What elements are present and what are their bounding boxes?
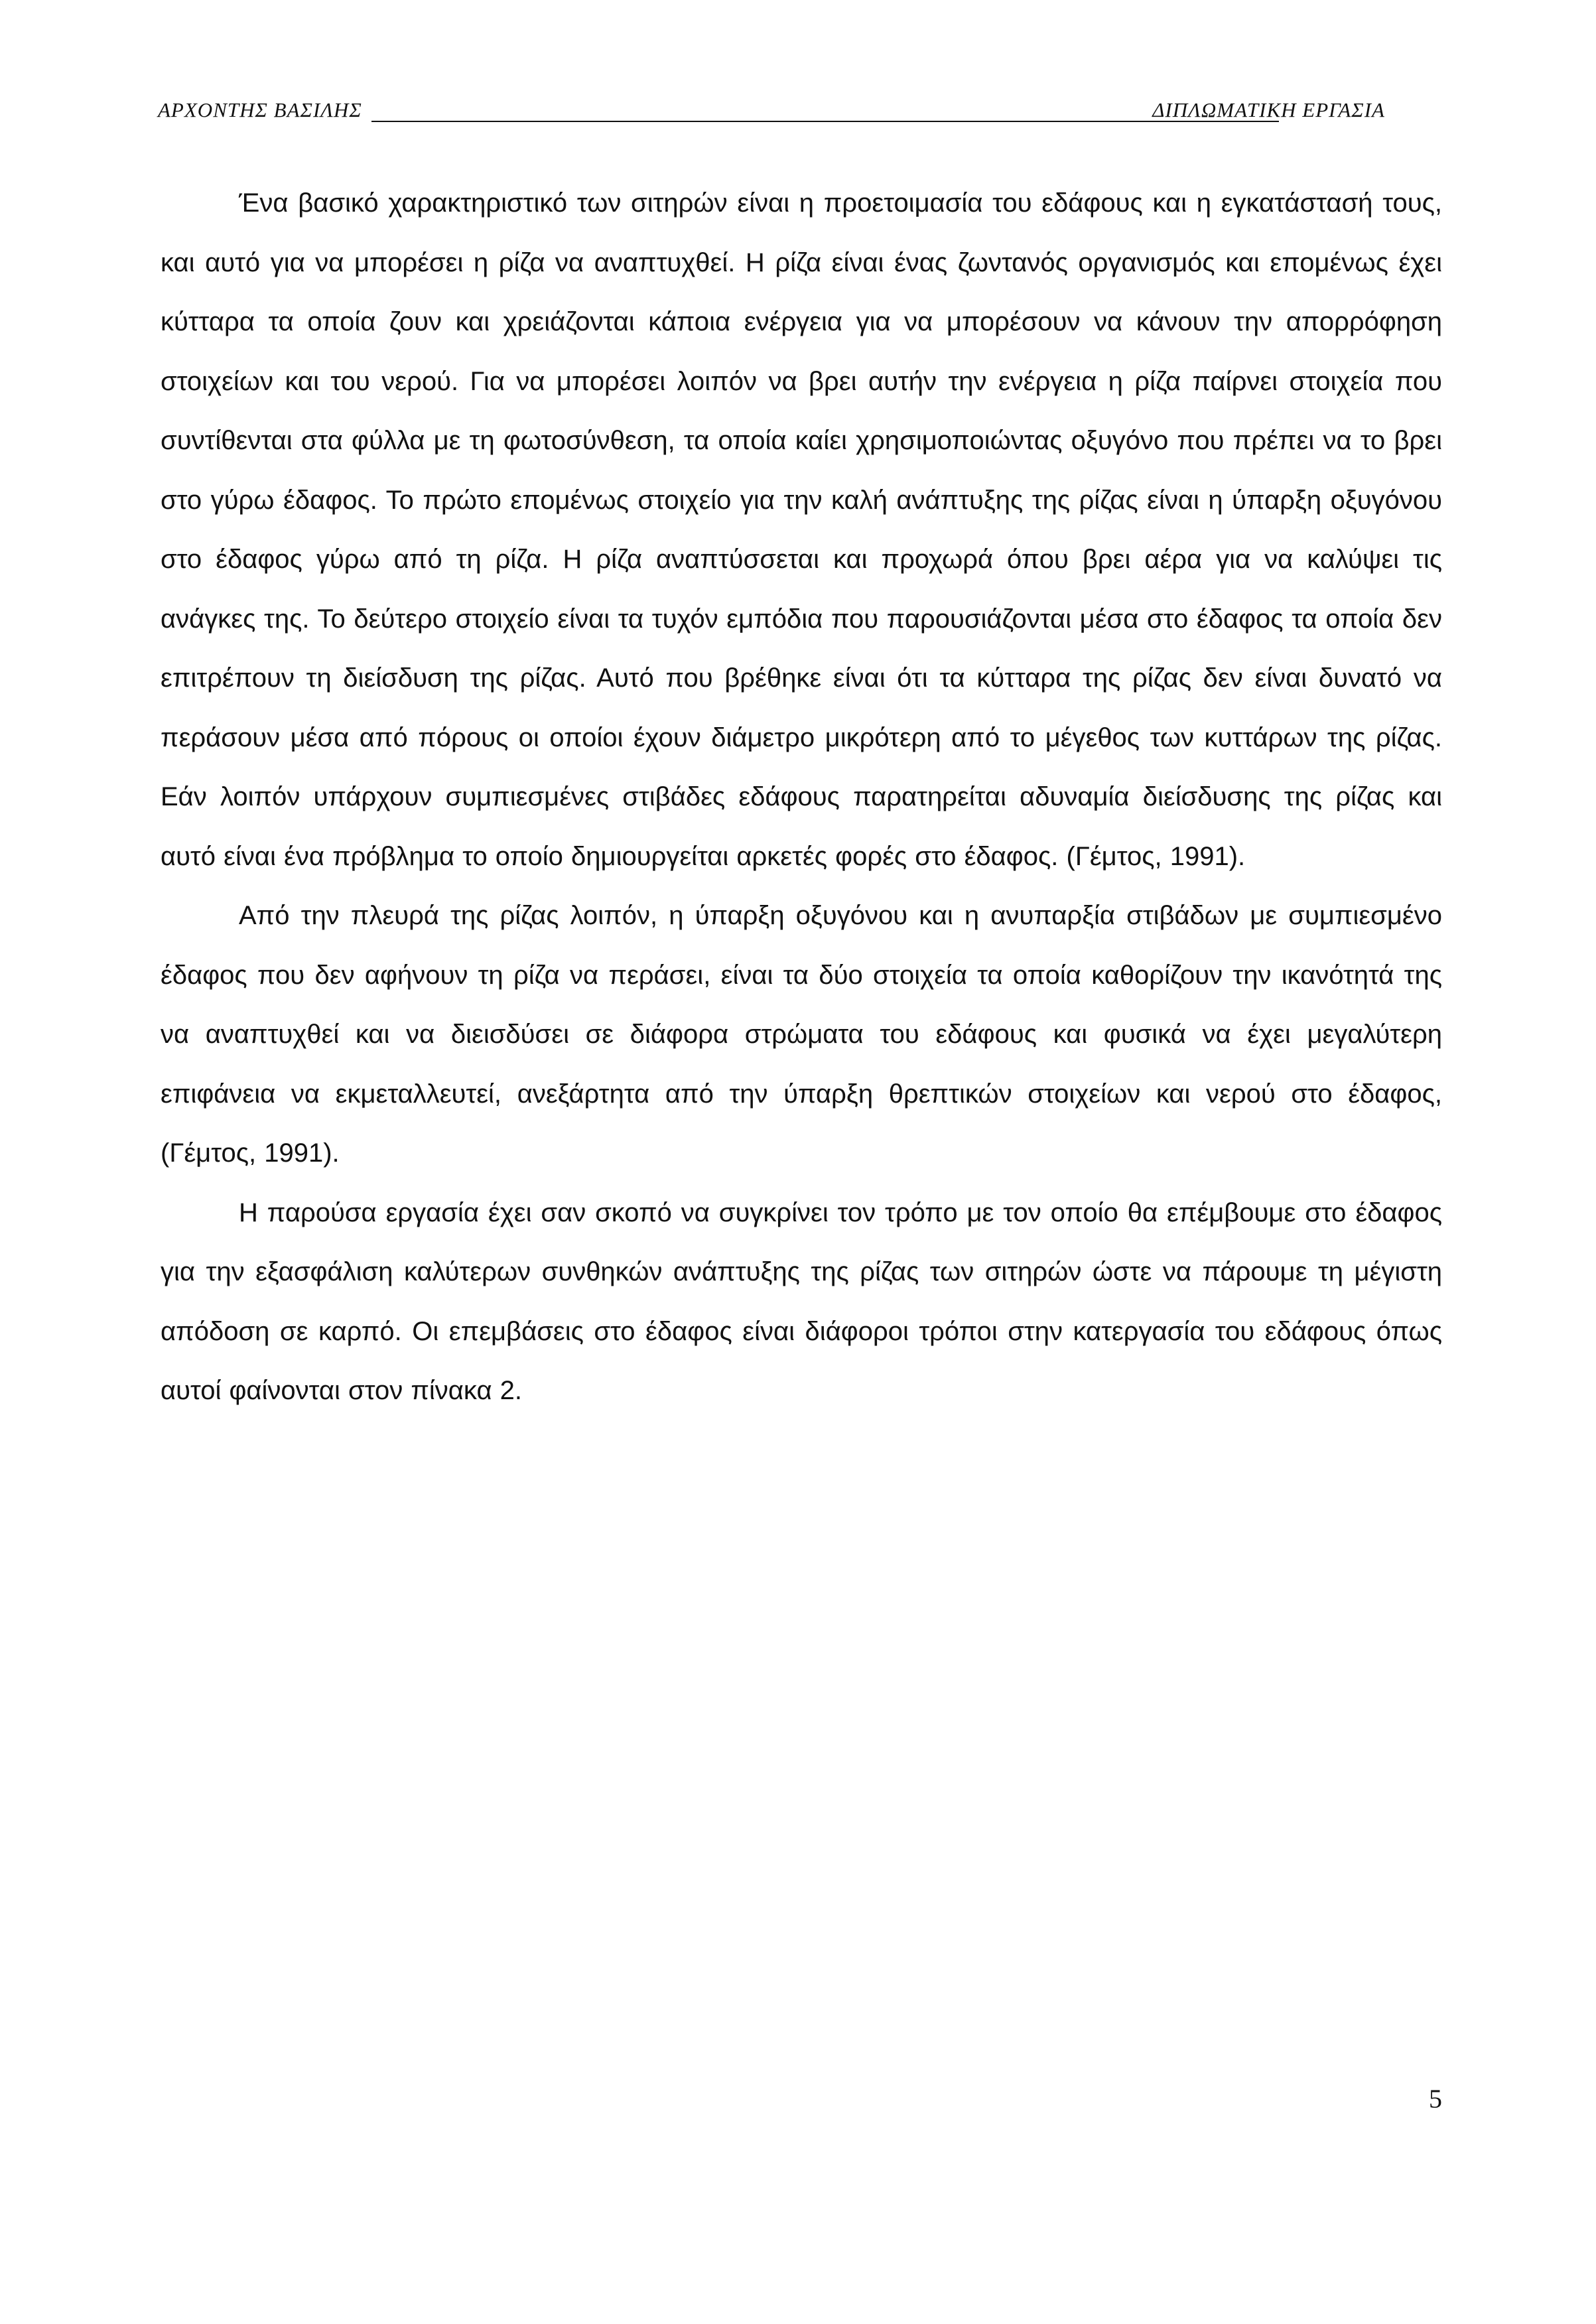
header-author: ΑΡΧΟΝΤΗΣ ΒΑΣΙΛΗΣ	[158, 98, 362, 121]
page-header	[158, 98, 1385, 131]
header-title: ΔΙΠΛΩΜΑΤΙΚΗ ΕΡΓΑΣΙΑ	[1152, 98, 1385, 121]
paragraph-2: Από την πλευρά της ρίζας λοιπόν, η ύπαρξη οξυγόνου και η ανυπαρξία στιβάδων με συμπιεσμένο έδαφος που δεν αφήνουν τη ρίζα να περάσει, είναι τα δύο στοιχεία τα οποία καθορίζουν την ικανότητά της να αναπτυχθεί και να διεισδύσει σε διάφορα στρώματα του εδάφους και φυσικά να έχει μεγαλύτερη επιφάνεια να εκμεταλλευτεί, ανεξάρτητα από την ύπαρξη θρεπτικών στοιχείων και νερού στο έδαφος, (Γέμτος, 1991).	[161, 901, 1442, 1168]
header-rule	[371, 121, 1279, 122]
page-number: 5	[1429, 2084, 1442, 2114]
body-text	[161, 174, 1442, 1421]
paragraph-3: Η παρούσα εργασία έχει σαν σκοπό να συγκρίνει τον τρόπο με τον οποίο θα επέμβουμε στο έδαφος για την εξασφάλιση καλύτερων συνθηκών ανάπτυξης της ρίζας των σιτηρών ώστε να πάρουμε τη μέγιστη απόδοση σε καρπό. Οι επεμβάσεις στο έδαφος είναι διάφοροι τρόποι στην κατεργασία του εδάφους όπως αυτοί φαίνονται στον πίνακα 2.	[161, 1197, 1442, 1405]
paragraph-1: Ένα βασικό χαρακτηριστικό των σιτηρών είναι η προετοιμασία του εδάφους και η εγκατάστασή τους, και αυτό για να μπορέσει η ρίζα να αναπτυχθεί. Η ρίζα είναι ένας ζωντανός οργανισμός και επομένως έχει κύτταρα τα οποία ζουν και χρειάζονται κάποια ενέργεια για να μπορέσουν να κάνουν την απορρόφηση στοιχείων και του νερού. Για να μπορέσει λοιπόν να βρει αυτήν την ενέργεια η ρίζα παίρνει στοιχεία που συντίθενται στα φύλλα με τη φωτοσύνθεση, τα οποία καίει χρησιμοποιώντας οξυγόνο που πρέπει να το βρει στο γύρω έδαφος. Το πρώτο επομένως στοιχείο για την καλή ανάπτυξης της ρίζας είναι η ύπαρξη οξυγόνου στο έδαφος γύρω από τη ρίζα. Η ρίζα αναπτύσσεται και προχωρά όπου βρει αέρα για να καλύψει τις ανάγκες της. Το δεύτερο στοιχείο είναι τα τυχόν εμπόδια που παρουσιάζονται μέσα στο έδαφος τα οποία δεν επιτρέπουν τη διείσδυση της ρίζας. Αυτό που βρέθηκε είναι ότι τα κύτταρα της ρίζας δεν είναι δυνατό να περάσουν μέσα από πόρους οι οποίοι έχουν διάμετρο μικρότερη από το μέγεθος των κυττάρων της ρίζας. Εάν λοιπόν υπάρχουν συμπιεσμένες στιβάδες εδάφους παρατηρείται αδυναμία διείσδυσης της ρίζας και αυτό είναι ένα πρόβλημα το οποίο δημιουργείται αρκετές φορές στο έδαφος. (Γέμτος, 1991).	[161, 188, 1442, 871]
